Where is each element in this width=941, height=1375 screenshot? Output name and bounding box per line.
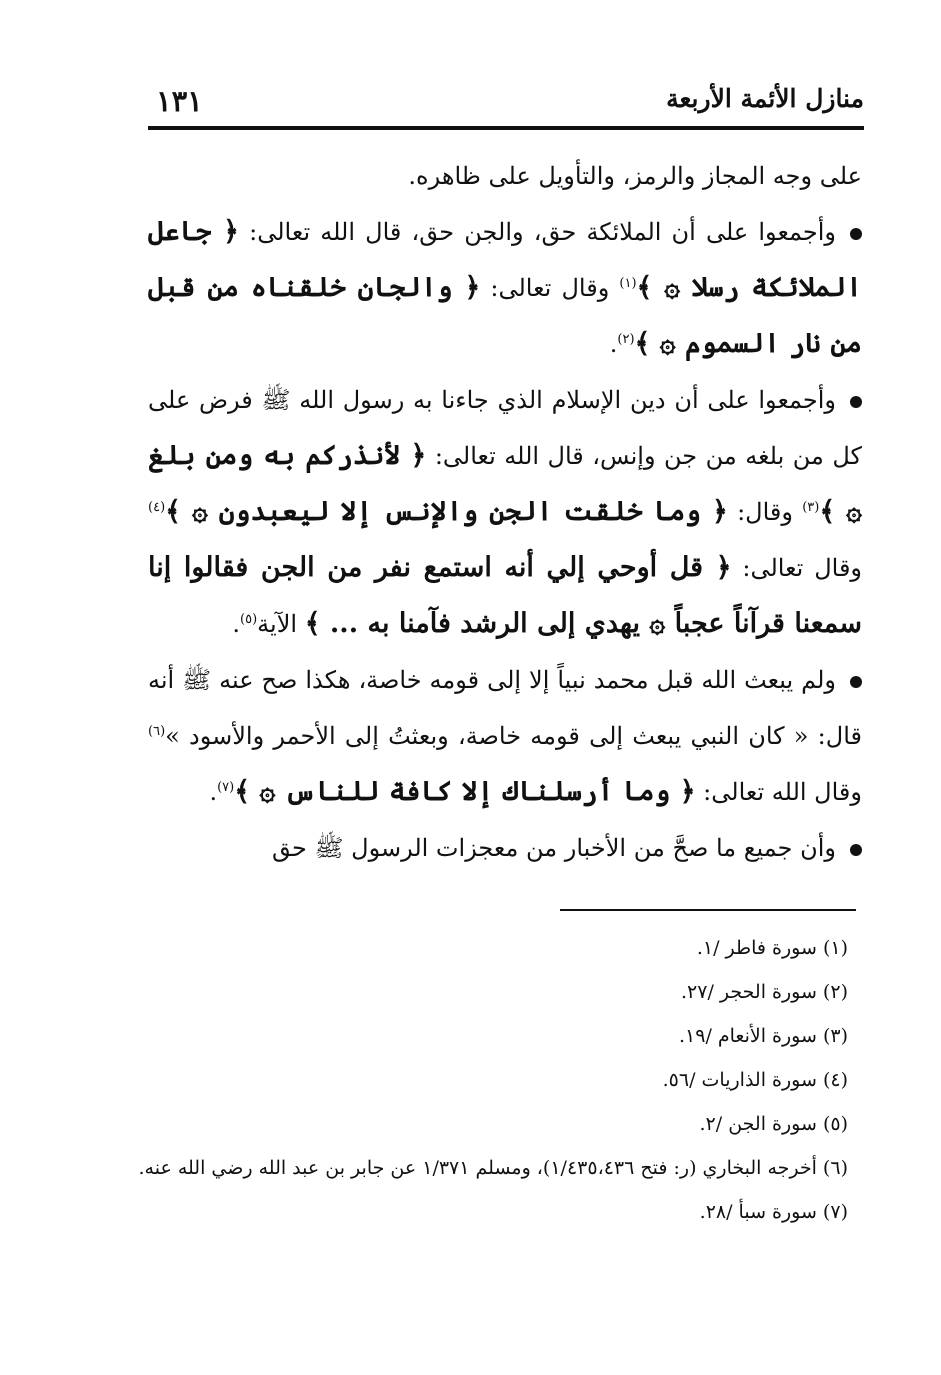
footnote: (٤) سورة الذاريات /٥٦. [662,1069,848,1091]
body-text: الآية [257,610,305,638]
footnote-ref: (٤) [148,500,166,515]
body-text: . [209,778,218,806]
quran-verse: ﴿ وما أرسلناك إلا كافة للناس ۞ ﴾ [234,776,696,807]
quran-verse: ﴿ قل أوحي إلي أنه استمع نفر من الجن فقالوا إنا سمعنا قرآناً عجباً ۞ يهدي إلى الرشد فآمنا به ... ﴾ [148,552,862,639]
footnote-ref: (١) [619,276,637,291]
paragraph [148,204,862,372]
quran-verse: ﴿ لأنذركم به ومن بلغ ۞ ﴾ [148,440,862,527]
body-text: وقال تعالى: [731,554,863,582]
footnote: (٧) سورة سبأ /٢٨. [699,1201,848,1223]
body-text: . [232,610,241,638]
body-text: وقال: [727,498,803,526]
footnote: (٣) سورة الأنعام /١٩. [678,1025,848,1047]
body-text: وقال تعالى: [480,274,620,302]
quran-verse: ﴿ والجان خلقناه من قبل من نار السموم ۞ ﴾ [148,272,862,359]
page-number: ١٣١ [156,84,203,118]
body-text: على وجه المجاز والرمز، والتأويل على ظاهره. [408,162,862,190]
footnote-separator [560,909,856,911]
body-text: وأن جميع ما صحَّ من الأخبار من معجزات الرسول ﷺ حق [272,834,836,862]
bullet-icon [850,396,862,408]
footnote-ref: (٥) [240,612,258,627]
footnote: (٢) سورة الحجر /٢٧. [681,981,848,1003]
footnote-ref: (٧) [217,780,235,795]
footnote: (٦) أخرجه البخاري (ر: فتح ١/٤٣٥،٤٣٦)، ومسلم ١/٣٧١ عن جابر بن عبد الله رضي الله عنه. [138,1157,848,1179]
body-text: ولم يبعث الله قبل محمد نبياً إلا إلى قومه خاصة، هكذا صح عنه ﷺ أنه قال: « كان النبي يبعث إلى قومه خاصة، وبعثتُ إلى الأحمر والأسود » [148,666,862,750]
body-text: وقال الله تعالى: [695,778,862,806]
bullet-icon [850,676,862,688]
bullet-icon [850,844,862,856]
footnote-ref: (٢) [617,332,635,347]
footnote: (٥) سورة الجن /٢. [699,1113,848,1135]
footnote-ref: (٦) [148,724,166,739]
page-header [148,78,864,126]
footnote: (١) سورة فاطر /١. [696,937,848,959]
body-text: وأجمعوا على أن الملائكة حق، والجن حق، قال الله تعالى: [239,218,836,246]
header-rule [148,126,864,130]
body-text: . [609,330,618,358]
quran-verse: ﴿ وما خلقت الجن والإنس إلا ليعبدون ۞ ﴾ [165,496,728,527]
paragraph [148,372,862,652]
bullet-icon [850,228,862,240]
main-text [148,148,862,876]
footnote-ref: (٣) [802,500,820,515]
paragraph [148,820,862,876]
paragraph [148,148,862,204]
footnotes [138,926,854,1234]
body-text: وأجمعوا على أن دين الإسلام الذي جاءنا به رسول الله ﷺ فرض على كل من بلغه من جن وإنس، قال الله تعالى: [148,386,862,470]
quran-verse: ﴿ جاعل الملائكة رسلا ۞ ﴾ [148,216,863,303]
running-title: منازل الأئمة الأربعة [666,84,864,113]
paragraph [148,652,862,820]
